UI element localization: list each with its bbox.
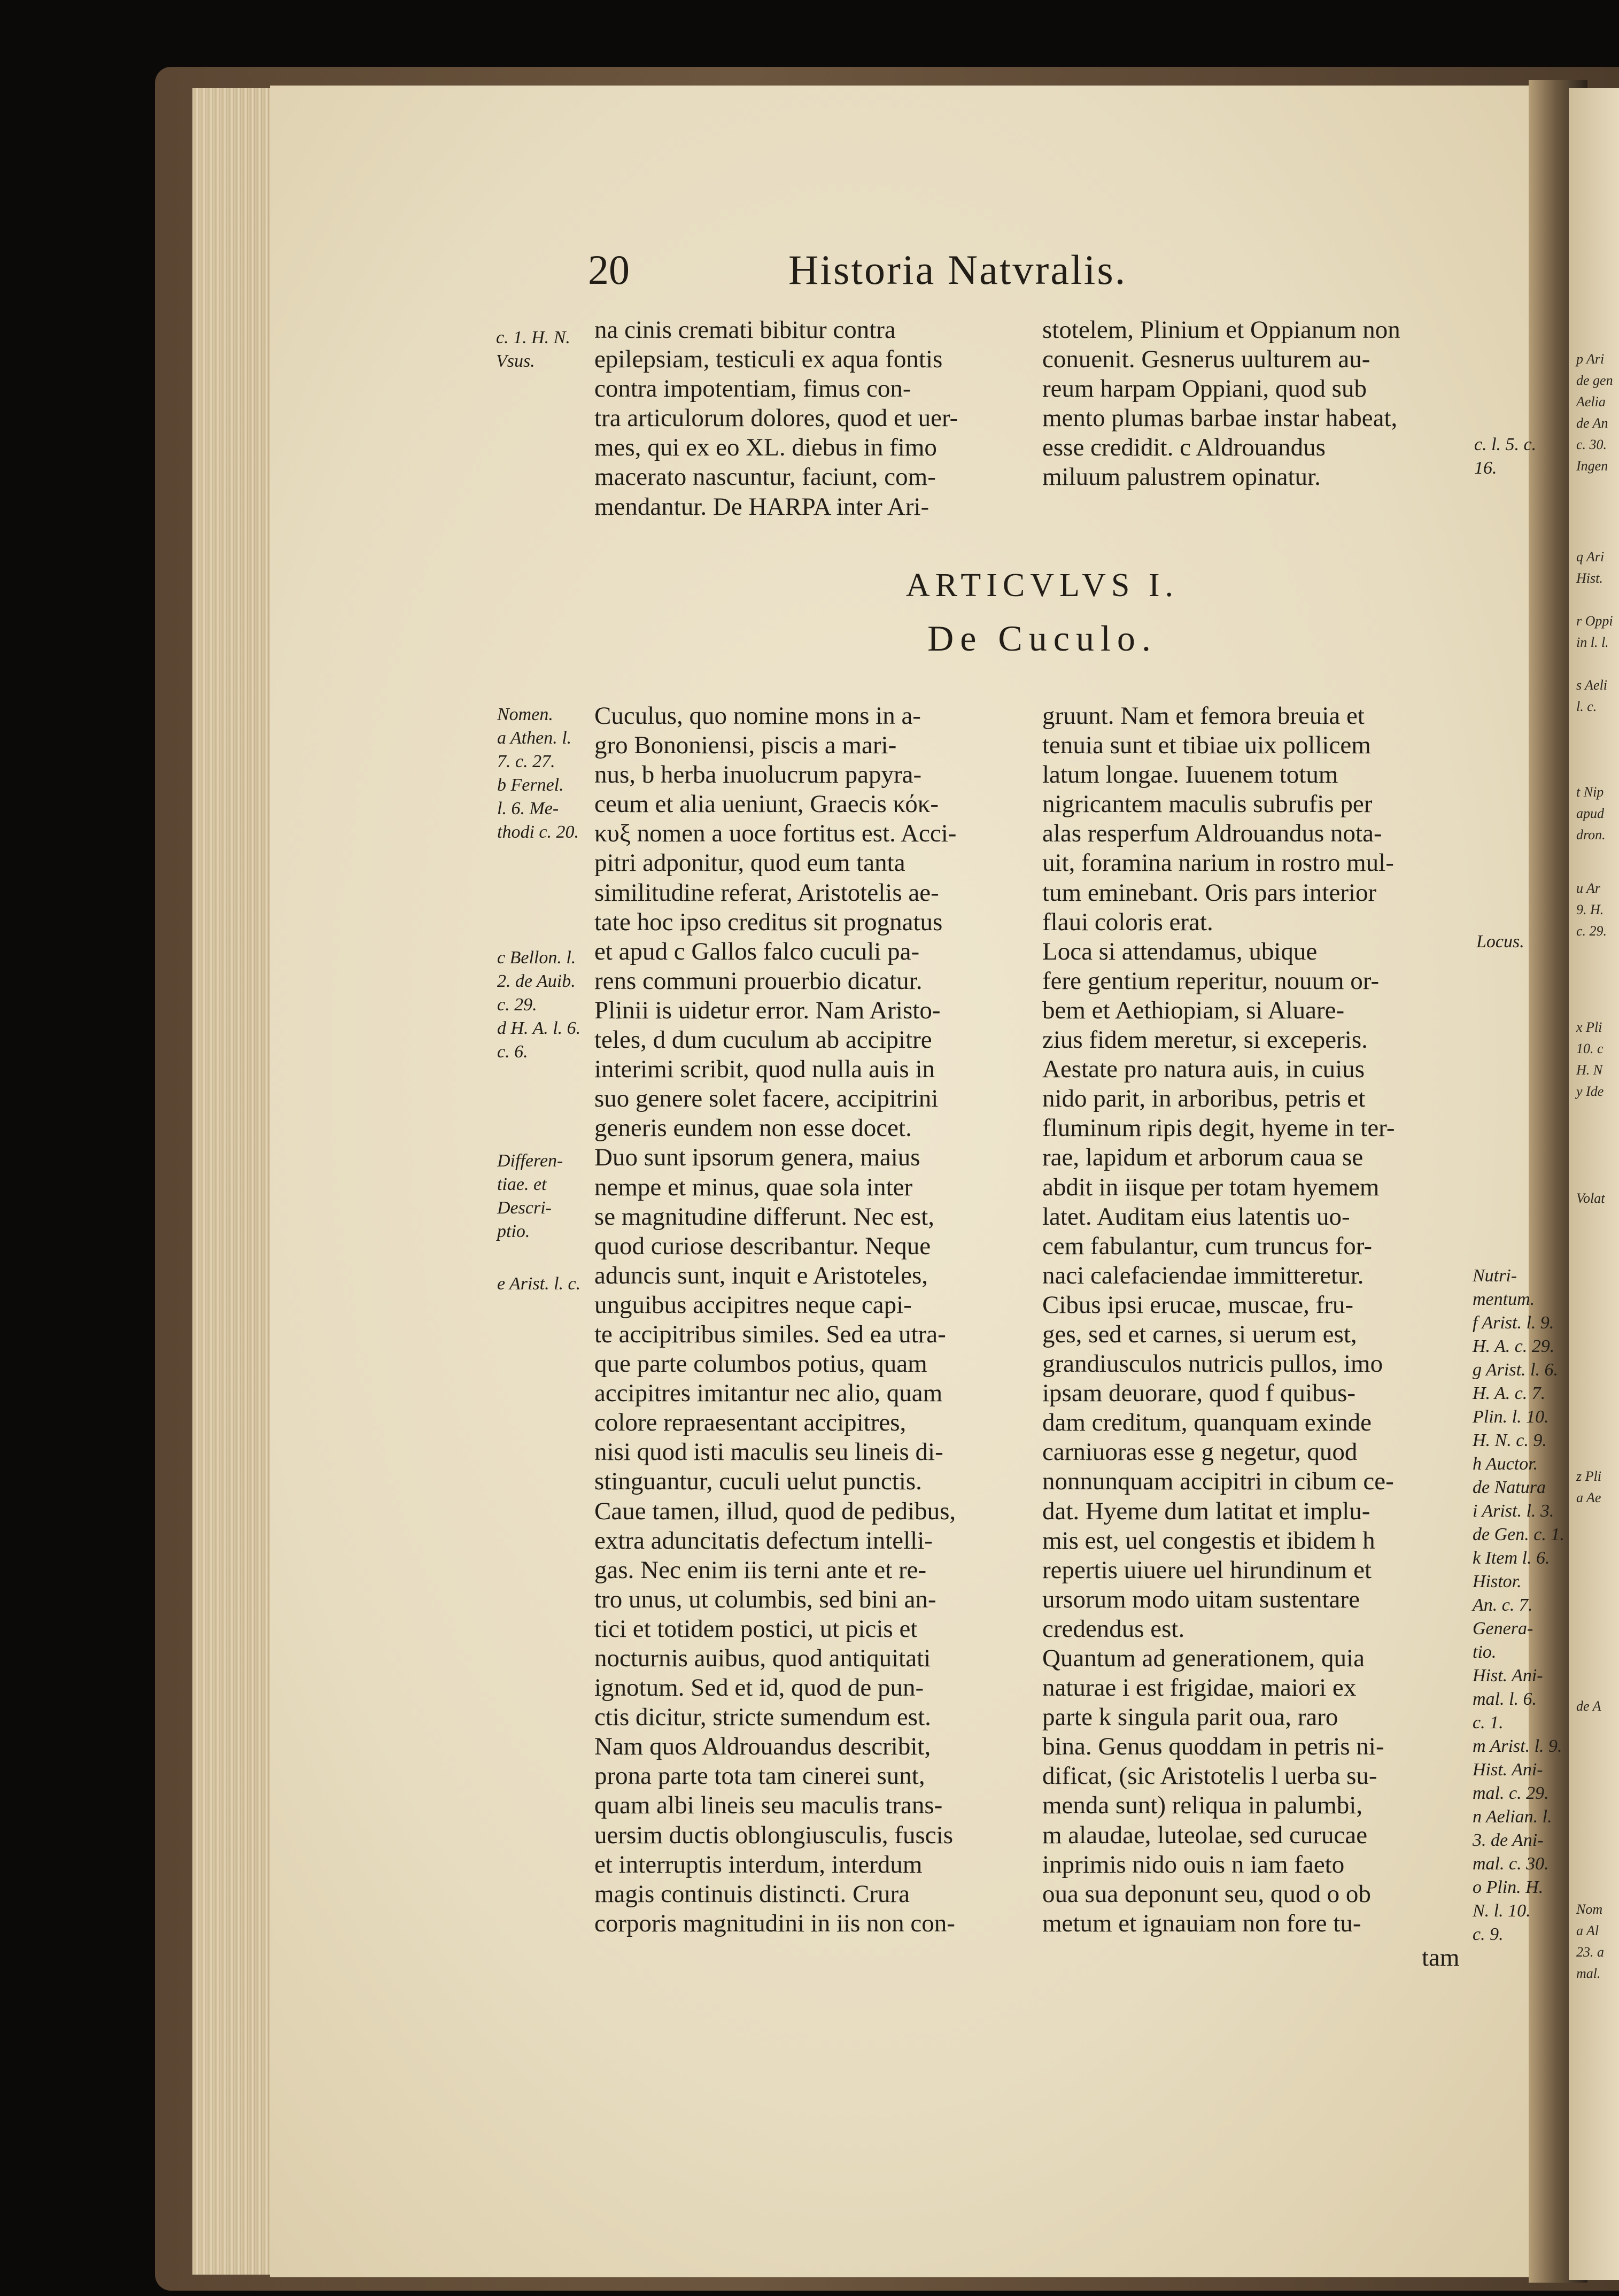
- col-top-left-line: contra impotentiam, fimus con-: [594, 375, 911, 403]
- catchword: tam: [1422, 1944, 1460, 1972]
- next-page-margin-fragment: l. c.: [1576, 699, 1597, 714]
- col-top-right-line: miluum palustrem opinatur.: [1042, 463, 1321, 491]
- col-right-line: bina. Genus quoddam in petris ni-: [1042, 1733, 1384, 1761]
- col-right-line: oua sua deponunt seu, quod o ob: [1042, 1880, 1371, 1908]
- margin-left-3-line: Descri-: [497, 1198, 552, 1218]
- col-top-left-line: tra articulorum dolores, quod et uer-: [594, 404, 958, 432]
- col-left-line: teles, d dum cuculum ab accipitre: [594, 1026, 932, 1054]
- next-page-margin-fragment: apud: [1576, 806, 1604, 821]
- margin-top-right-line: c. l. 5. c.: [1474, 435, 1537, 454]
- col-left-line: que parte columbos potius, quam: [594, 1350, 927, 1378]
- col-right-line: Aestate pro natura auis, in cuius: [1042, 1055, 1365, 1084]
- text-column-top-right: [1042, 315, 1470, 492]
- col-left-line: te accipitribus similes. Sed ea utra-: [594, 1320, 946, 1348]
- col-right-line: flaui coloris erat.: [1042, 908, 1213, 936]
- section-subheading: De Cuculo.: [927, 618, 1157, 659]
- margin-right-line: m Arist. l. 9.: [1473, 1736, 1562, 1756]
- col-right-line: naturae i est frigidae, maiori ex: [1042, 1674, 1357, 1702]
- next-page-margin-fragment: z Pli: [1576, 1468, 1601, 1484]
- col-right-line: abdit in iisque per totam hyemem: [1042, 1173, 1380, 1201]
- col-right-line: metum et ignauiam non fore tu-: [1042, 1909, 1361, 1937]
- col-left-line: gro Bononiensi, piscis a mari-: [594, 731, 897, 760]
- col-right-line: gruunt. Nam et femora breuia et: [1042, 702, 1365, 730]
- col-right-line: dam creditum, quanquam exinde: [1042, 1409, 1372, 1437]
- margin-right-line: Genera-: [1473, 1619, 1533, 1638]
- col-left-line: quam albi lineis seu maculis trans-: [594, 1791, 943, 1820]
- margin-note-bellon: [497, 946, 580, 1064]
- col-left-line: generis eundem non esse docet.: [594, 1114, 912, 1142]
- col-right-line: nigricantem maculis subrufis per: [1042, 790, 1373, 818]
- margin-left-2-line: c Bellon. l.: [497, 948, 576, 968]
- col-right-line: Cibus ipsi erucae, muscae, fru-: [1042, 1290, 1354, 1319]
- col-top-left-line: mes, qui ex eo XL. diebus in fimo: [594, 434, 937, 462]
- col-right-line: menda sunt) reliqua in palumbi,: [1042, 1791, 1363, 1820]
- col-top-left-line: epilepsiam, testiculi ex aqua fontis: [594, 345, 943, 374]
- margin-right-line: H. A. c. 7.: [1473, 1383, 1546, 1403]
- col-right-line: ges, sed et carnes, si uerum est,: [1042, 1320, 1357, 1348]
- col-right-line: carniuoras esse g negetur, quod: [1042, 1438, 1358, 1466]
- col-right-line: credendus est.: [1042, 1614, 1185, 1643]
- section-heading: ARTICVLVS I.: [905, 567, 1179, 604]
- col-right-line: rae, lapidum et arborum caua se: [1042, 1143, 1364, 1172]
- col-top-left-line: mendantur. De HARPA inter Ari-: [594, 492, 929, 521]
- margin-left-3-line: Differen-: [497, 1151, 563, 1171]
- col-left-line: nus, b herba inuolucrum papyra-: [594, 761, 922, 789]
- col-right-line: nido parit, in arboribus, petris et: [1042, 1085, 1366, 1113]
- col-right-line: latum longae. Iuuenem totum: [1042, 761, 1338, 789]
- margin-right-line: An. c. 7.: [1473, 1595, 1533, 1615]
- margin-right-line: c. 9.: [1473, 1924, 1504, 1944]
- margin-left-1-line: 7. c. 27.: [497, 752, 555, 771]
- col-left-line: Plinii is uidetur error. Nam Aristo-: [594, 996, 941, 1024]
- col-right-line: fere gentium reperitur, nouum or-: [1042, 967, 1380, 995]
- col-top-right-line: stotelem, Plinium et Oppianum non: [1042, 316, 1400, 344]
- next-page-margin-fragment: p Ari: [1576, 351, 1605, 367]
- col-left-line: uersim ductis oblongiusculis, fuscis: [594, 1821, 954, 1849]
- col-left-line: et apud c Gallos falco cuculi pa-: [594, 937, 920, 965]
- margin-right-line: k Item l. 6.: [1473, 1548, 1550, 1568]
- col-right-line: ursorum modo uitam sustentare: [1042, 1585, 1360, 1613]
- margin-right-line: mal. c. 30.: [1473, 1854, 1549, 1874]
- margin-note-top-left: [496, 326, 570, 373]
- margin-right-line: i Arist. l. 3.: [1473, 1501, 1554, 1521]
- margin-right-line: Hist. Ani-: [1473, 1760, 1543, 1780]
- col-top-right-line: conuenit. Gesnerus uulturem au-: [1042, 345, 1370, 374]
- next-page-margin-fragment: in l. l.: [1576, 635, 1609, 650]
- margin-left-3-line: tiae. et: [497, 1174, 547, 1194]
- next-page-margin-fragment: x Pli: [1576, 1019, 1602, 1035]
- next-page-margin-fragment: a Al: [1576, 1923, 1599, 1938]
- col-left-line: nocturnis auibus, quod antiquitati: [594, 1644, 931, 1672]
- margin-left-1-line: a Athen. l.: [497, 728, 572, 748]
- margin-left-2-line: c. 29.: [497, 995, 537, 1015]
- col-right-line: mis est, uel congestis et ibidem h: [1042, 1526, 1375, 1555]
- col-left-line: ignotum. Sed et id, quod de pun-: [594, 1674, 924, 1702]
- col-right-line: uit, foramina narium in rostro mul-: [1042, 849, 1394, 877]
- col-right-line: fluminum ripis degit, hyeme in ter-: [1042, 1114, 1395, 1142]
- col-left-line: se magnitudine differunt. Nec est,: [594, 1202, 935, 1231]
- col-top-left-line: na cinis cremati bibitur contra: [594, 316, 896, 344]
- margin-right-line: Nutri-: [1473, 1266, 1517, 1286]
- col-right-line: tenuia sunt et tibiae uix pollicem: [1042, 731, 1371, 760]
- margin-top-right-line: 16.: [1474, 458, 1497, 478]
- margin-left-3-line: ptio.: [497, 1222, 530, 1241]
- col-right-line: zius fidem meretur, si exceperis.: [1042, 1026, 1368, 1054]
- col-left-line: stinguantur, cuculi uelut punctis.: [594, 1467, 922, 1496]
- next-page-margin-fragment: 9. H.: [1576, 902, 1604, 917]
- col-right-line: bem et Aethiopiam, si Aluare-: [1042, 996, 1345, 1024]
- col-left-line: tici et totidem postici, ut picis et: [594, 1614, 918, 1643]
- text-column-left: [594, 701, 1022, 1938]
- margin-right-line: n Aelian. l.: [1473, 1807, 1552, 1827]
- next-page-margin-fragment: a Ae: [1576, 1490, 1601, 1505]
- next-page-margin-fragment: de gen: [1576, 373, 1613, 388]
- col-left-line: prona parte tota tam cinerei sunt,: [594, 1762, 925, 1790]
- col-left-line: tro unus, ut columbis, sed bini an-: [594, 1585, 936, 1613]
- next-page-margin-fragment: t Nip: [1576, 784, 1604, 800]
- col-right-line: latet. Auditam eius latentis uo-: [1042, 1202, 1350, 1231]
- col-left-line: gas. Nec enim iis terni ante et re-: [594, 1556, 927, 1584]
- page-edges: [192, 88, 278, 2275]
- col-left-line: ceum et alia ueniunt, Graecis κόκ-: [594, 790, 939, 818]
- margin-left-2-line: d H. A. l. 6.: [497, 1018, 581, 1038]
- next-page-fragment: [1569, 88, 1619, 2280]
- col-left-line: quod curiose describantur. Neque: [594, 1232, 931, 1260]
- col-right-line: nonnunquam accipitri in cibum ce-: [1042, 1467, 1394, 1496]
- margin-left-2-line: 2. de Auib.: [497, 971, 576, 991]
- col-left-line: Nam quos Aldrouandus describit,: [594, 1733, 931, 1761]
- next-page-margin-fragment: 10. c: [1576, 1041, 1603, 1056]
- col-right-line: dificat, (sic Aristotelis l uerba su-: [1042, 1762, 1377, 1790]
- col-right-line: cem fabulantur, cum truncus for-: [1042, 1232, 1373, 1260]
- next-page-margin-fragment: c. 30.: [1576, 437, 1607, 452]
- margin-note-top-right: [1474, 433, 1536, 480]
- margin-top-left-line: Vsus.: [496, 351, 535, 371]
- margin-note-nomen: [497, 703, 579, 844]
- col-left-line: suo genere solet facere, accipitrini: [594, 1085, 939, 1113]
- margin-note-right: [1473, 1264, 1564, 1946]
- col-right-line: ipsam deuorare, quod f quibus-: [1042, 1379, 1356, 1408]
- col-left-line: interimi scribit, quod nulla auis in: [594, 1055, 935, 1084]
- margin-left-2-line: c. 6.: [497, 1042, 528, 1062]
- margin-top-left-line: c. 1. H. N.: [496, 328, 570, 347]
- col-right-line: m alaudae, luteolae, sed curucae: [1042, 1821, 1368, 1849]
- margin-left-1-line: l. 6. Me-: [497, 799, 559, 818]
- col-top-right-line: mento plumas barbae instar habeat,: [1042, 404, 1398, 432]
- next-page-margin-fragment: Nom: [1576, 1901, 1603, 1917]
- margin-note-locus: Locus.: [1476, 932, 1524, 952]
- col-right-line: tum eminebant. Oris pars interior: [1042, 878, 1377, 907]
- margin-right-line: g Arist. l. 6.: [1473, 1360, 1558, 1380]
- col-left-line: Duo sunt ipsorum genera, maius: [594, 1143, 920, 1172]
- col-right-line: inprimis nido ouis n iam faeto: [1042, 1850, 1345, 1878]
- margin-right-line: mal. l. 6.: [1473, 1689, 1537, 1709]
- margin-note-differentiae: [497, 1149, 563, 1243]
- col-left-line: similitudine referat, Aristotelis ae-: [594, 878, 939, 907]
- next-page-margin-fragment: Hist.: [1576, 570, 1603, 586]
- next-page-margin-fragment: y Ide: [1576, 1084, 1604, 1099]
- col-left-line: accipitres imitantur nec alio, quam: [594, 1379, 943, 1408]
- page-number: 20: [588, 246, 630, 293]
- margin-right-line: h Auctor.: [1473, 1454, 1538, 1474]
- col-left-line: aduncis sunt, inquit e Aristoteles,: [594, 1261, 928, 1289]
- next-page-margin-fragment: dron.: [1576, 827, 1606, 842]
- next-page-margin-fragment: H. N: [1576, 1062, 1603, 1078]
- margin-right-line: Plin. l. 10.: [1473, 1407, 1549, 1427]
- margin-right-line: H. A. c. 29.: [1473, 1336, 1555, 1356]
- next-page-margin-fragment: de A: [1576, 1698, 1601, 1714]
- margin-left-1-line: b Fernel.: [497, 775, 564, 795]
- col-right-line: Quantum ad generationem, quia: [1042, 1644, 1365, 1672]
- col-left-line: κυξ nomen a uoce fortitus est. Acci-: [594, 820, 957, 848]
- margin-right-line: c. 1.: [1473, 1713, 1504, 1733]
- margin-right-line: mentum.: [1473, 1289, 1535, 1309]
- col-left-line: nisi quod isti maculis seu lineis di-: [594, 1438, 943, 1466]
- col-left-line: extra aduncitatis defectum intelli-: [594, 1526, 933, 1555]
- margin-right-line: Histor.: [1473, 1572, 1522, 1591]
- next-page-margin-fragment: Volat: [1576, 1190, 1605, 1206]
- margin-right-line: f Arist. l. 9.: [1473, 1313, 1554, 1333]
- margin-right-line: Hist. Ani-: [1473, 1666, 1543, 1686]
- margin-right-line: de Natura: [1473, 1478, 1546, 1497]
- text-column-top-left: [594, 315, 1022, 522]
- margin-left-1-line: Nomen.: [497, 705, 553, 724]
- text-column-right: [1042, 701, 1470, 1938]
- margin-right-line: de Gen. c. 1.: [1473, 1525, 1564, 1544]
- col-right-line: alas resperfum Aldrouandus nota-: [1042, 820, 1382, 848]
- margin-right-line: H. N. c. 9.: [1473, 1431, 1547, 1450]
- next-page-margin-fragment: mal.: [1576, 1966, 1601, 1981]
- next-page-margin-fragment: q Ari: [1576, 549, 1605, 565]
- col-right-line: repertis uiuere uel hirundinum et: [1042, 1556, 1372, 1584]
- margin-right-line: o Plin. H.: [1473, 1877, 1544, 1897]
- next-page-margin-fragment: r Oppi: [1576, 613, 1613, 629]
- col-top-right-line: esse credidit. c Aldrouandus: [1042, 434, 1326, 462]
- col-top-left-line: macerato nascuntur, faciunt, com-: [594, 463, 936, 491]
- next-page-margin-fragment: Aelia: [1576, 394, 1606, 409]
- margin-left-4-line: e Arist. l. c.: [497, 1274, 581, 1294]
- col-top-right-line: reum harpam Oppiani, quod sub: [1042, 375, 1367, 403]
- col-left-line: et interruptis interdum, interdum: [594, 1850, 923, 1878]
- col-left-line: tate hoc ipso creditus sit prognatus: [594, 908, 943, 936]
- margin-right-line: N. l. 10.: [1473, 1901, 1531, 1921]
- margin-right-line: tio.: [1473, 1642, 1497, 1662]
- margin-left-1-line: thodi c. 20.: [497, 822, 579, 842]
- col-left-line: Caue tamen, illud, quod de pedibus,: [594, 1497, 956, 1525]
- next-page-margin-fragment: Ingen: [1576, 458, 1608, 474]
- next-page-margin-fragment: u Ar: [1576, 880, 1601, 896]
- next-page-margin-fragment: s Aeli: [1576, 677, 1608, 693]
- margin-note-arist: [497, 1272, 580, 1296]
- col-left-line: corporis magnitudini in iis non con-: [594, 1909, 955, 1937]
- col-left-line: unguibus accipitres neque capi-: [594, 1290, 912, 1319]
- col-left-line: ctis dicitur, stricte sumendum est.: [594, 1703, 931, 1731]
- next-page-margin-fragment: de An: [1576, 415, 1608, 431]
- margin-right-line: 3. de Ani-: [1473, 1830, 1544, 1850]
- next-page-margin-fragment: 23. a: [1576, 1944, 1604, 1960]
- running-title: Historia Natvralis.: [788, 246, 1127, 293]
- col-left-line: pitri adponitur, quod eum tanta: [594, 849, 905, 877]
- col-right-line: naci calefaciendae immitteretur.: [1042, 1261, 1364, 1289]
- col-left-line: magis continuis distincti. Crura: [594, 1880, 910, 1908]
- col-left-line: rens communi prouerbio dicatur.: [594, 967, 923, 995]
- col-left-line: colore repraesentant accipitres,: [594, 1409, 907, 1437]
- col-right-line: Loca si attendamus, ubique: [1042, 937, 1318, 965]
- col-left-line: nempe et minus, quae sola inter: [594, 1173, 913, 1201]
- col-right-line: dat. Hyeme dum latitat et implu-: [1042, 1497, 1370, 1525]
- margin-right-line: mal. c. 29.: [1473, 1783, 1549, 1803]
- next-page-margin-fragment: c. 29.: [1576, 923, 1607, 939]
- col-left-line: Cuculus, quo nomine mons in a-: [594, 702, 921, 730]
- col-right-line: grandiusculos nutricis pullos, imo: [1042, 1350, 1383, 1378]
- col-right-line: parte k singula parit oua, raro: [1042, 1703, 1338, 1731]
